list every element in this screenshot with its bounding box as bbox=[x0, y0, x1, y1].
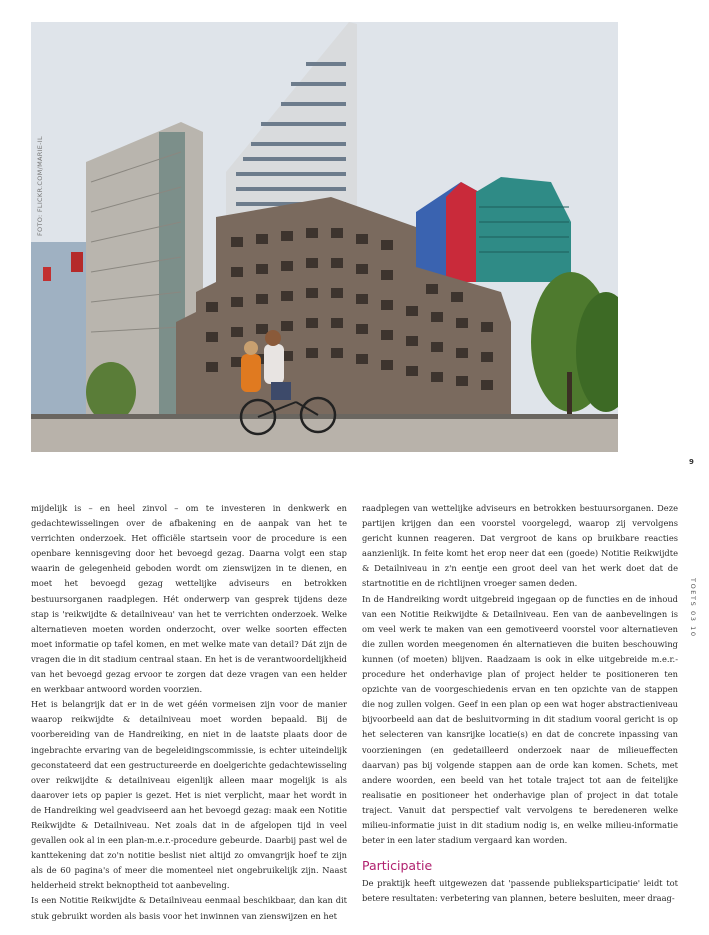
running-head: TOETS 03 10 bbox=[689, 578, 697, 638]
paragraph: Is een Notitie Reikwijdte & Detailniveau eenmaal beschikbaar, dan kan dit stuk gebruikt worden als basis voor het inwinnen van zienswijzen en het bbox=[31, 895, 347, 921]
paragraph: In de Handreiking wordt uitgebreid ingegaan op de functies en de inhoud van een Notitie Reikwijdte & Detailniveau. Een van de aanbevelingen is om veel werk te maken van een gemotiveerd voorstel voor alternatieven die zullen worden meegenomen én alternatieven die buiten beschouwing kunnen (of moeten) blijven. Raadzaam is ook in elke uitgebreide m.e.r.-procedure het onderhavige plan of project helder te positioneren ten opzichte van de voorgeschiedenis ervan en ten opzichte van de stappen die nog zullen volgen. Geef in een plan op een wat hoger abstractieniveau bijvoorbeeld aan dat de besluitvorming in dit stadium vooral gericht is op het selecteren van kansrijke locatie(s) en dat de concrete inpassing van voorzieningen (en gedetailleerd onderzoek naar de milieueffecten daarvan) pas bij volgende stappen aan de orde kan komen. Schets, met andere woorden, een beeld van het totale traject tot aan de feitelijke realisatie en positioneer het onderhavige plan of project in dat totale traject. Vanuit dat perspectief valt vervolgens te beredeneren welke milieu-informatie juist in dit stadium nodig is, en welke milieu-informatie beter in een later stadium vergaard kan worden. bbox=[362, 593, 678, 846]
photo-illustration bbox=[31, 22, 618, 452]
paragraph: mijdelijk is – en heel zinvol – om te investeren in denkwerk en gedachtewisselingen over de afbakening en de aanpak van het te verrichten onderzoek. Het officiële startsein voor de procedure is een openbare kennisgeving door het bevoegd gezag. Daarna volgt een stap waarin de gelegenheid geboden wordt om zienswijzen in te dienen, en moet het bevoegd gezag wettelijke adviseurs en betrokken bestuursorganen raadplegen. Hét onderwerp van gesprek tijdens deze stap is 'reikwijdte & detailniveau' van het te verrichten onderzoek. Welke alternatieven moeten worden onderzocht, over welke soorten effecten moet informatie op tafel komen, en met welke mate van detail? Dát zijn de vragen die in dit stadium centraal staan. En het is de verantwoordelijkheid van het bevoegd gezag ervoor te zorgen dat deze vragen van een helder en werkbaar antwoord worden voorzien. bbox=[31, 503, 347, 695]
section-heading: Participatie bbox=[362, 858, 433, 874]
right-column bbox=[362, 501, 678, 906]
city-photo bbox=[31, 22, 618, 452]
paragraph: De praktijk heeft uitgewezen dat 'passende publieksparticipatie' leidt tot betere resultaten: verbetering van plannen, betere besluiten, meer draag- bbox=[362, 878, 678, 904]
left-column bbox=[31, 501, 347, 924]
paragraph: raadplegen van wettelijke adviseurs en betrokken bestuursorganen. Deze partijen krijgen dan een voorstel voorgelegd, waarop zij vervolgens gericht kunnen reageren. Dat vergroot de kans op bruikbare reacties aanzienlijk. In feite komt het erop neer dat een (goede) Notitie Reikwijdte & Detailniveau in z'n eentje een groot deel van het werk doet dat de startnotitie en de richtlijnen vroeger samen deden. bbox=[362, 503, 678, 589]
paragraph: Het is belangrijk dat er in de wet géén vormeisen zijn voor de manier waarop reikwijdte & detailniveau moet worden bepaald. Bij de voorbereiding van de Handreiking, en niet in de laatste plaats door de ingebrachte ervaring van de begeleidingscommissie, is echter uiteindelijk geconstateerd dat een gestructureerde en doelgerichte gedachtewisseling over reikwijdte & detailniveau eigenlijk alleen maar mogelijk is als daarover iets op papier is gezet. Het is niet verplicht, maar het wordt in de Handreiking wel geadviseerd aan het bevoegd gezag: maak een Notitie Reikwijdte & Detailniveau. Net zoals dat in de afgelopen tijd in veel gevallen ook al in een plan-m.e.r.-procedure gebeurde. Daarbij past wel de kanttekening dat zo'n notitie beslist niet altijd zo omvangrijk hoef te zijn als de 60 pagina's of meer die momenteel niet ongebruikelijk zijn. Naast helderheid strekt beknoptheid tot aanbeveling. bbox=[31, 699, 347, 891]
page-number: 9 bbox=[689, 458, 694, 466]
photo-credit: FOTO: FLICKR.COM/MARIE-IL bbox=[36, 136, 44, 236]
